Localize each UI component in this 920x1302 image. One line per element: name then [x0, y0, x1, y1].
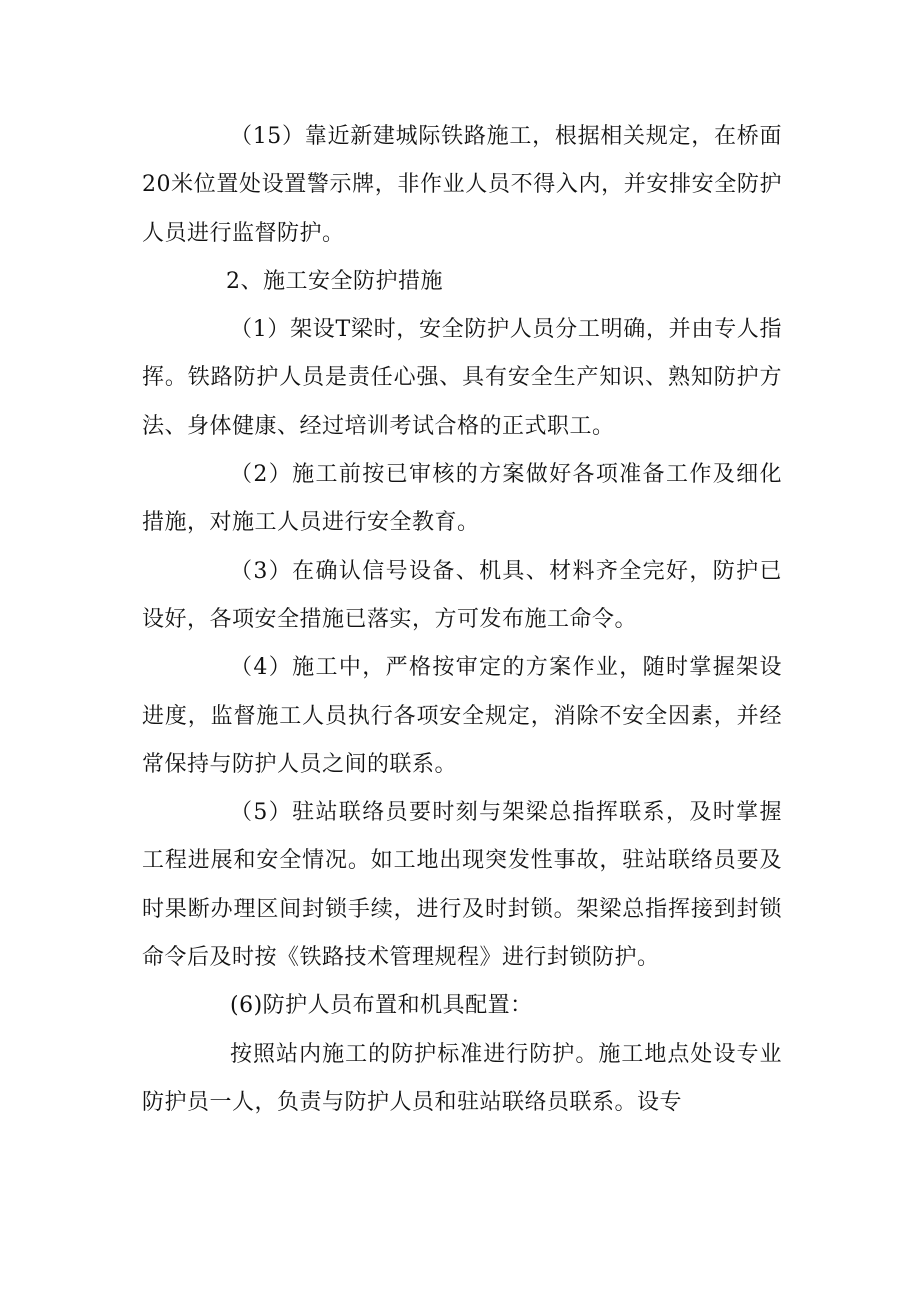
paragraph-item-15: （15）靠近新建城际铁路施工，根据相关规定，在桥面20米位置处设置警示牌，非作业人员不得入内，并安排安全防护人员进行监督防护。	[142, 124, 782, 246]
section-heading: 2、施工安全防护措施	[226, 268, 443, 294]
paragraph-item-2: （2）施工前按已审核的方案做好各项准备工作及细化措施，对施工人员进行安全教育。	[142, 462, 782, 536]
paragraph-item-1: （1）架设T梁时，安全防护人员分工明确，并由专人指挥。铁路防护人员是责任心强、具有安全生产知识、熟知防护方法、身体健康、经过培训考试合格的正式职工。	[142, 317, 782, 439]
paragraph-item-4: （4）施工中，严格按审定的方案作业，随时掌握架设进度，监督施工人员执行各项安全规定，消除不安全因素，并经常保持与防护人员之间的联系。	[142, 655, 782, 777]
paragraph-item-6: (6)防护人员布置和机具配置：	[230, 993, 533, 1019]
paragraph-item-3: （3）在确认信号设备、机具、材料齐全完好，防护已设好，各项安全措施已落实，方可发布施工命令。	[142, 558, 782, 632]
document-body	[142, 113, 782, 1127]
paragraph-body: 按照站内施工的防护标准进行防护。施工地点处设专业防护员一人，负责与防护人员和驻站联络员联系。设专	[142, 1041, 782, 1115]
paragraph-item-5: （5）驻站联络员要时刻与架梁总指挥联系，及时掌握工程进展和安全情况。如工地出现突发性事故，驻站联络员要及时果断办理区间封锁手续，进行及时封锁。架梁总指挥接到封锁命令后及时按《铁路技术管理规程》进行封锁防护。	[142, 800, 782, 971]
